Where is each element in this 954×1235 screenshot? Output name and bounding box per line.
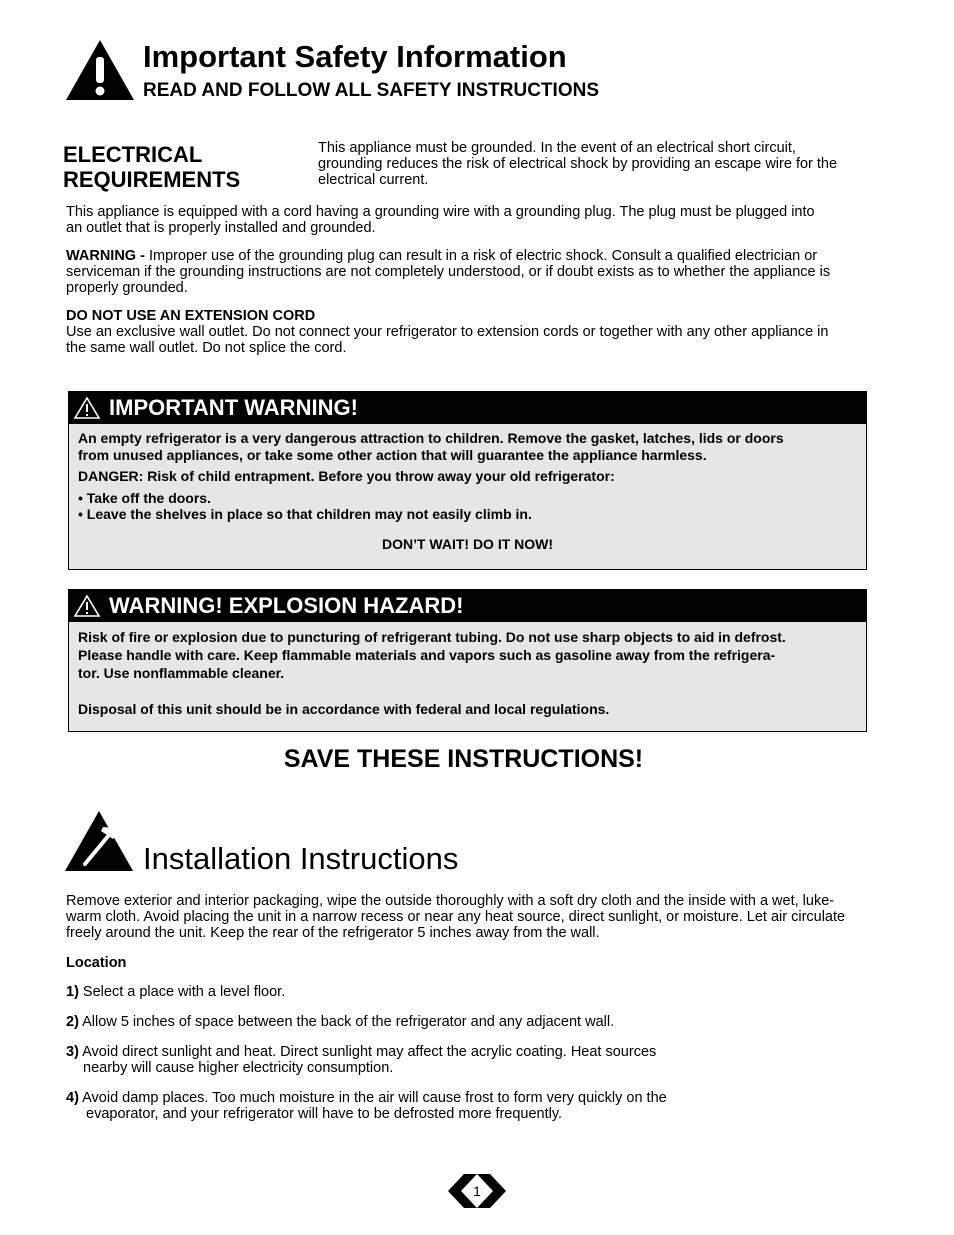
page-number: 1 — [473, 1183, 481, 1199]
electrical-intro: This appliance must be grounded. In the event of an electrical short circuit, grounding reduces the risk of electrical shock by providing an escape wire for the electrical current. — [318, 140, 838, 188]
electrical-heading: ELECTRICAL REQUIREMENTS — [63, 142, 241, 192]
explosion-warning-title: WARNING! EXPLOSION HAZARD! — [109, 593, 464, 618]
grounding-cord-paragraph: This appliance is equipped with a cord having a grounding wire with a grounding plug. The plug must be plugged into an outlet that is properly installed and grounded. — [66, 204, 815, 236]
list-item: 4) Avoid damp places. Too much moisture in the air will cause frost to form very quickly on the evaporator, and your refrigerator will have to be defrosted more frequently. — [66, 1090, 667, 1122]
hammer-triangle-icon — [63, 809, 135, 873]
save-instructions-heading: SAVE THESE INSTRUCTIONS! — [283, 745, 644, 773]
page-subtitle: READ AND FOLLOW ALL SAFETY INSTRUCTIONS — [143, 80, 599, 101]
important-warning-box: IMPORTANT WARNING! An empty refrigerator is a very dangerous attraction to children. Remove the gasket, latches, lids or doors from unused appliances, or take some other action that will guarantee the appliance harmless. DANGER: Risk of child entrapment. Before you throw away your old refrigerator: • Take off the doors. • Leave the shelves in place so that children may not easily climb in. DON’T WAIT! DO IT NOW! — [68, 391, 867, 570]
explosion-warning-box: WARNING! EXPLOSION HAZARD! Risk of fire or explosion due to puncturing of refrigerant tubing. Do not use sharp objects to aid in defrost. Please handle with care. Keep flammable materials and vapors such as gasoline away from the refrigera- tor. Use nonflammable cleaner. Disposal of this unit should be in accordance with federal and local regulations. — [68, 589, 867, 732]
location-heading: Location — [66, 955, 127, 971]
extension-cord-paragraph: DO NOT USE AN EXTENSION CORD Use an exclusive wall outlet. Do not connect your refrigerator to extension cords or together with any other appliance in the same wall outlet. Do not splice the cord. — [66, 308, 829, 356]
explosion-warning-header — [69, 590, 866, 622]
warning-triangle-icon — [64, 38, 136, 102]
installation-intro: Remove exterior and interior packaging, wipe the outside thoroughly with a soft dry cloth and the inside with a wet, luke- warm cloth. Avoid placing the unit in a narrow recess or near any heat source, direct sunlight, or moisture. Let air circulate freely around the unit. Keep the rear of the refrigerator 5 inches away from the wall. — [66, 893, 846, 941]
list-item: 2) Allow 5 inches of space between the back of the refrigerator and any adjacent wall. — [66, 1014, 615, 1030]
list-item: 1) Select a place with a level floor. — [66, 984, 286, 1000]
grounding-warning-paragraph: WARNING - Improper use of the grounding plug can result in a risk of electric shock. Consult a qualified electrician or serviceman if the grounding instructions are not completely understood, or if doubt exists as to whether the appliance is properly grounded. — [66, 248, 831, 296]
page-number-badge — [446, 1172, 508, 1210]
warning-triangle-icon — [73, 396, 101, 420]
important-warning-header — [69, 392, 866, 424]
page-title: Important Safety Information — [143, 39, 567, 74]
warning-triangle-icon — [73, 594, 101, 618]
list-item: 3) Avoid direct sunlight and heat. Direct sunlight may affect the acrylic coating. Heat sources nearby will cause higher electricity consumption. — [66, 1044, 657, 1076]
important-warning-title: IMPORTANT WARNING! — [109, 395, 358, 420]
installation-title: Installation Instructions — [143, 841, 459, 876]
